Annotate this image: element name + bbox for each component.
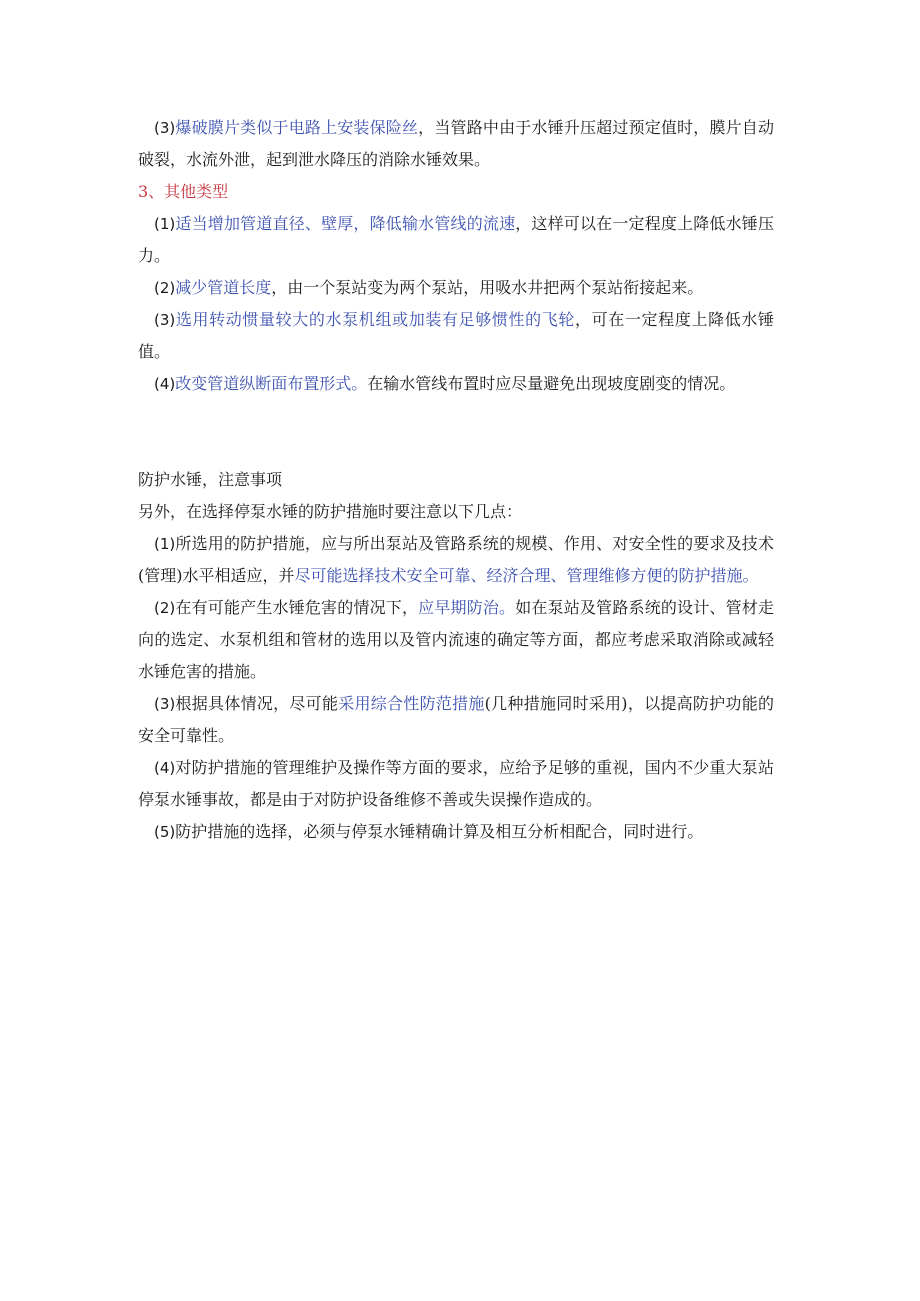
document-page bbox=[138, 112, 774, 848]
paragraph-rupture-disc bbox=[138, 112, 774, 176]
item-number: (1) bbox=[154, 215, 176, 233]
paragraph-text: 在有可能产生水锤危害的情况下， bbox=[175, 598, 419, 617]
item-number: (3) bbox=[154, 695, 176, 713]
item-number: (3) bbox=[154, 311, 176, 329]
paragraph-text: 如在泵站及管路系统的设计、管材走向的选定、水泵机组和管材的选用以及管内流速的确定等方面，都应考虑采取消除或减轻水锤危害的措施。 bbox=[138, 598, 774, 681]
item-number: (5) bbox=[154, 823, 176, 841]
paragraph-other-2 bbox=[138, 272, 774, 304]
item-number: (4) bbox=[154, 759, 176, 777]
paragraph-other-1 bbox=[138, 208, 774, 272]
paragraph-other-4 bbox=[138, 368, 774, 400]
paragraph-text: ，当管路中由于水锤升压超过预定值时，膜片自动破裂，水流外泄，起到泄水降压的消除水锤效果。 bbox=[138, 118, 774, 169]
paragraph-notes-4 bbox=[138, 752, 774, 816]
paragraph-notes-1 bbox=[138, 528, 774, 592]
highlighted-text: 适当增加管道直径、壁厚，降低输水管线的流速 bbox=[175, 214, 516, 233]
highlighted-text: 采用综合性防范措施 bbox=[338, 694, 485, 713]
paragraph-text: 防护措施的选择，必须与停泵水锤精确计算及相互分析相配合，同时进行。 bbox=[175, 822, 704, 841]
paragraph-text: 根据具体情况，尽可能 bbox=[175, 694, 339, 713]
section-spacer bbox=[138, 400, 774, 464]
item-number: (4) bbox=[154, 375, 176, 393]
highlighted-text: 选用转动惯量较大的水泵机组或加装有足够惯性的飞轮 bbox=[175, 310, 576, 329]
highlighted-text: 尽可能选择技术安全可靠、经济合理、管理维修方便的防护措施。 bbox=[294, 566, 759, 585]
paragraph-text: 所选用的防护措施，应与所出泵站及管路系统的规模、作用、对安全性的要求及技术(管理)水平相适应，并 bbox=[138, 534, 774, 585]
paragraph-notes-3 bbox=[138, 688, 774, 752]
item-number: (2) bbox=[154, 599, 176, 617]
paragraph-other-3 bbox=[138, 304, 774, 368]
paragraph-text: ，这样可以在一定程度上降低水锤压力。 bbox=[138, 214, 774, 265]
section-title-notes: 防护水锤，注意事项 bbox=[138, 470, 283, 489]
paragraph-text: 在输水管线布置时应尽量避免出现坡度剧变的情况。 bbox=[367, 374, 736, 393]
highlighted-text: 应早期防治。 bbox=[418, 598, 516, 617]
paragraph-notes-2 bbox=[138, 592, 774, 688]
paragraph-text: (几种措施同时采用)，以提高防护功能的安全可靠性。 bbox=[138, 694, 774, 745]
notes-intro: 另外，在选择停泵水锤的防护措施时要注意以下几点： bbox=[138, 502, 523, 521]
paragraph-text: ，可在一定程度上降低水锤值。 bbox=[138, 310, 774, 361]
highlighted-text: 减少管道长度 bbox=[175, 278, 272, 297]
section-heading-other-types: 3、其他类型 bbox=[138, 182, 229, 201]
item-number: (3) bbox=[154, 119, 176, 137]
paragraph-notes-5 bbox=[138, 816, 774, 848]
paragraph-text: ，由一个泵站变为两个泵站，用吸水井把两个泵站衔接起来。 bbox=[271, 278, 704, 297]
item-number: (2) bbox=[154, 279, 176, 297]
item-number: (1) bbox=[154, 535, 176, 553]
highlighted-text: 爆破膜片类似于电路上安装保险丝 bbox=[175, 118, 419, 137]
highlighted-text: 改变管道纵断面布置形式。 bbox=[175, 374, 368, 393]
paragraph-text: 对防护措施的管理维护及操作等方面的要求，应给予足够的重视，国内不少重大泵站停泵水锤事故，都是由于对防护设备维修不善或失误操作造成的。 bbox=[138, 758, 774, 809]
